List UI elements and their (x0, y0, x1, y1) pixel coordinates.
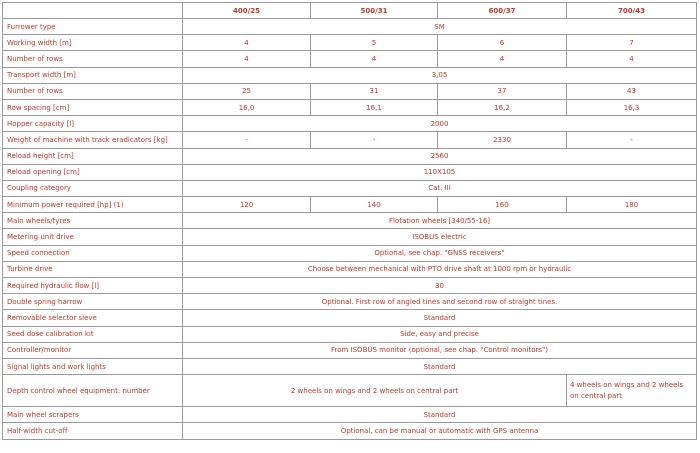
row-value: 4 (183, 35, 311, 51)
row-label: Required hydraulic flow [l] (3, 278, 183, 294)
table-row (3, 229, 697, 245)
row-value: 43 (567, 83, 697, 99)
row-label: Working width [m] (3, 35, 183, 51)
table-row (3, 213, 697, 229)
row-label: Removable selector sieve (3, 310, 183, 326)
row-value: 4 (311, 51, 438, 67)
row-label: Hopper capacity [l] (3, 116, 183, 132)
row-label: Controller/monitor (3, 342, 183, 358)
row-label: Furrower type (3, 19, 183, 35)
table-row (3, 116, 697, 132)
table-row (3, 132, 697, 148)
table-row (3, 148, 697, 164)
row-value: 5 (311, 35, 438, 51)
row-label: Coupling category (3, 180, 183, 196)
table-row (3, 180, 697, 196)
table-row (3, 278, 697, 294)
row-label: Minimum power required [hp] (1) (3, 197, 183, 213)
row-value-span: 2000 (183, 116, 697, 132)
table-row (3, 358, 697, 374)
row-value-span: Optional, can be manual or automatic with GPS antenna (183, 423, 697, 439)
row-value-span: 110X105 (183, 164, 697, 180)
row-value: 120 (183, 197, 311, 213)
table-row (3, 35, 697, 51)
row-label: Weight of machine with track eradicators [kg] (3, 132, 183, 148)
row-value: 16,2 (438, 99, 567, 115)
row-label: Turbine drive (3, 261, 183, 277)
table-row (3, 326, 697, 342)
row-value: 25 (183, 83, 311, 99)
spec-table (2, 2, 697, 440)
table-row (3, 19, 697, 35)
table-row (3, 245, 697, 261)
row-value-span: Flotation wheels [340/55-16] (183, 213, 697, 229)
table-row (3, 197, 697, 213)
table-row (3, 423, 697, 439)
row-label: Reload opening [cm] (3, 164, 183, 180)
table-row (3, 83, 697, 99)
row-label: Transport width [m] (3, 67, 183, 83)
table-row (3, 261, 697, 277)
header-model-1: 400/25 (183, 3, 311, 19)
row-value: 2330 (438, 132, 567, 148)
row-label: Main wheel scrapers (3, 407, 183, 423)
table-row (3, 310, 697, 326)
row-value: 16,1 (311, 99, 438, 115)
row-value-span: Choose between mechanical with PTO drive shaft at 1000 rpm or hydraulic (183, 261, 697, 277)
row-value: 4 (183, 51, 311, 67)
row-value-span: 3,05 (183, 67, 697, 83)
header-model-2: 500/31 (311, 3, 438, 19)
row-value: 16,3 (567, 99, 697, 115)
row-label: Depth control wheel equipment: number (3, 375, 183, 407)
row-value: 7 (567, 35, 697, 51)
table-row (3, 67, 697, 83)
row-label: Metering unit drive (3, 229, 183, 245)
row-value-span: Standard (183, 310, 697, 326)
table-row (3, 51, 697, 67)
row-value-span: Cat. III (183, 180, 697, 196)
table-row (3, 407, 697, 423)
row-value-last: 4 wheels on wings and 2 wheels on central part (567, 375, 697, 407)
row-label: Reload height [cm] (3, 148, 183, 164)
row-value: 31 (311, 83, 438, 99)
row-label: Main wheels/tyres (3, 213, 183, 229)
row-label: Row spacing [cm] (3, 99, 183, 115)
row-value: 16,0 (183, 99, 311, 115)
row-value: 6 (438, 35, 567, 51)
table-row (3, 375, 697, 407)
row-value-span: Optional, see chap. "GNSS receivers" (183, 245, 697, 261)
row-value: - (311, 132, 438, 148)
row-value-span: Standard (183, 358, 697, 374)
row-value-span: 2 wheels on wings and 2 wheels on central part (183, 375, 567, 407)
header-model-4: 700/43 (567, 3, 697, 19)
row-value-span: Optional. First row of angled tines and second row of straight tines. (183, 294, 697, 310)
row-label: Speed connection (3, 245, 183, 261)
row-value: 160 (438, 197, 567, 213)
header-model-3: 600/37 (438, 3, 567, 19)
row-label: Number of rows (3, 83, 183, 99)
row-value: 4 (567, 51, 697, 67)
row-value-span: Standard (183, 407, 697, 423)
row-value-span: From ISOBUS monitor (optional, see chap. "Control monitors") (183, 342, 697, 358)
row-value-span: ISOBUS electric (183, 229, 697, 245)
row-value: 4 (438, 51, 567, 67)
row-label: Seed dose calibration kit (3, 326, 183, 342)
table-row (3, 342, 697, 358)
row-label: Signal lights and work lights (3, 358, 183, 374)
header-corner-cell (3, 3, 183, 19)
row-value-span: 30 (183, 278, 697, 294)
row-label: Double spring harrow (3, 294, 183, 310)
row-value: 180 (567, 197, 697, 213)
table-row (3, 294, 697, 310)
row-value-span: SM (183, 19, 697, 35)
row-value: 37 (438, 83, 567, 99)
header-row (3, 3, 697, 19)
table-row (3, 99, 697, 115)
row-value-span: Side, easy and precise (183, 326, 697, 342)
row-label: Number of rows (3, 51, 183, 67)
row-value: 140 (311, 197, 438, 213)
row-value-span: 2560 (183, 148, 697, 164)
table-row (3, 164, 697, 180)
row-label: Half-width cut-off (3, 423, 183, 439)
row-value: - (183, 132, 311, 148)
row-value: - (567, 132, 697, 148)
